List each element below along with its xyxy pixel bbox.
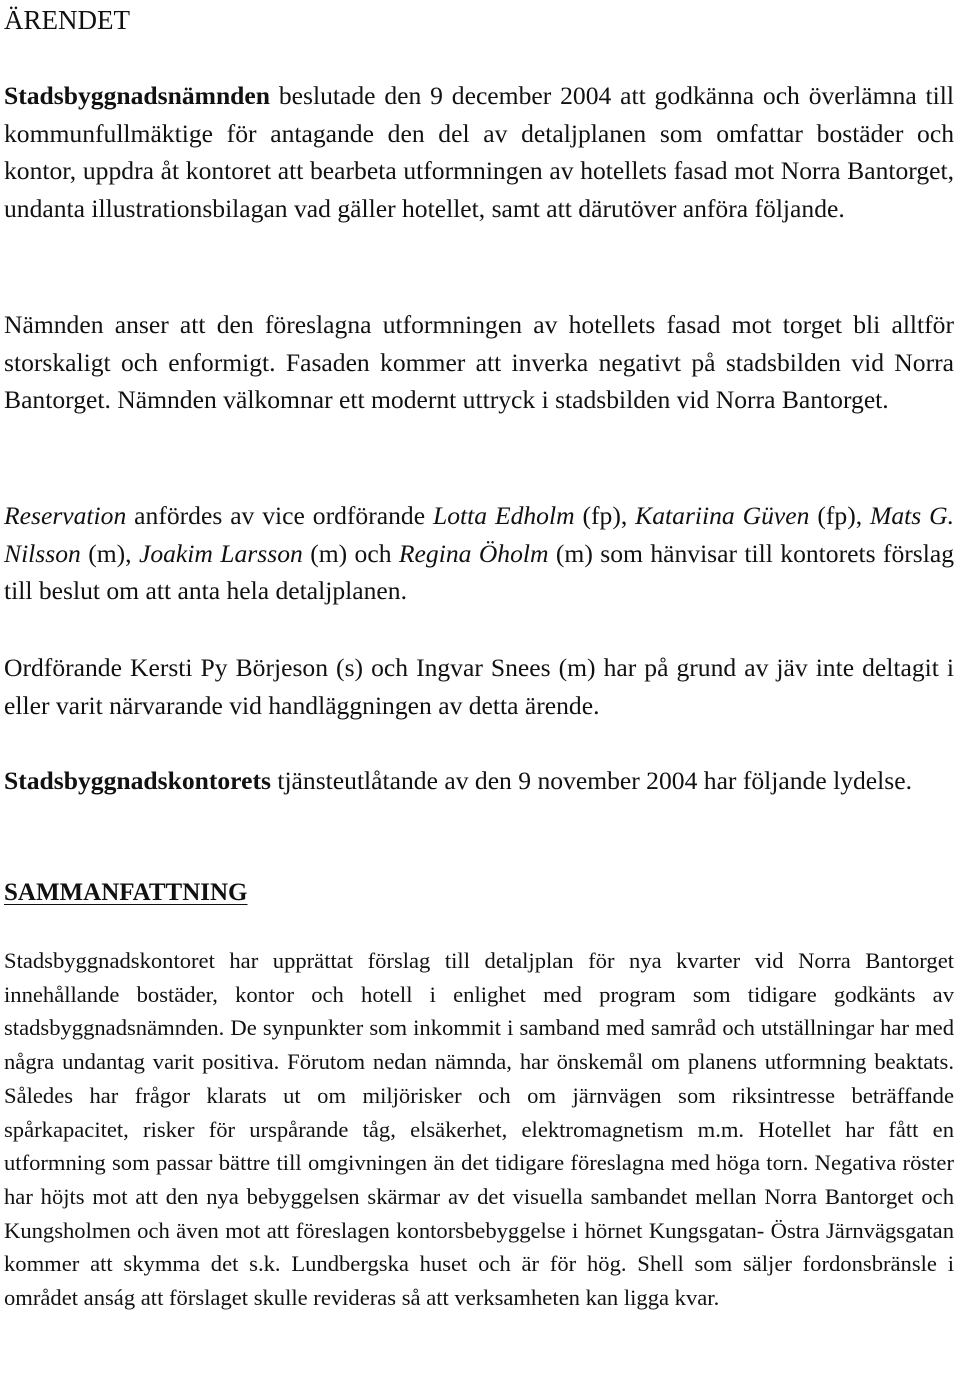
paragraph-text: (m) och: [302, 538, 399, 568]
person-name: Regina Öholm: [398, 538, 549, 568]
person-name: Joakim Larsson: [138, 538, 303, 568]
paragraph-text: tjänsteutlåtande av den 9 november 2004 har följande lydelse.: [270, 766, 912, 795]
paragraph-lead-bold: Stadsbyggnadskontorets: [4, 766, 271, 795]
paragraph-text: (fp),: [809, 501, 871, 530]
paragraph-office-statement: [4, 762, 954, 800]
paragraph-text: Ordförande Kersti Py Börjeson (s) och Ingvar Snees (m) har på grund av jäv inte deltagit i eller varit närvarande vid handläggningen av detta ärende.: [4, 653, 954, 720]
paragraph-text: beslutade den 9 december 2004 att godkänna och överlämna till kommunfullmäktige för antagande den del av detaljplanen som omfattar bostäder och kontor, uppdra åt kontoret att bearbeta utformningen av hotellets fasad mot Norra Bantorget, undanta illustrationsbilagan vad gäller hotellet, samt att därutöver anföra följande.: [4, 81, 954, 223]
paragraph-text: (m),: [80, 538, 139, 568]
person-name: Lotta Edholm: [432, 501, 575, 530]
paragraph-reservation: [4, 497, 954, 610]
paragraph-lead-bold: Stadsbyggnadsnämnden: [4, 81, 271, 110]
paragraph-text: (m) som hänvisar till kontorets förslag till beslut om att anta hela detaljplanen.: [4, 538, 954, 605]
paragraph-summary: [4, 944, 954, 1315]
paragraph-text: (fp),: [574, 501, 636, 530]
person-name: Mats G. Nilsson: [4, 501, 955, 568]
paragraph-text: Stadsbyggnadskontoret har upprättat förslag till detaljplan för nya kvarter vid Norra Bantorget innehållande bostäder, kontor och hotell i enlighet med program som tidigare godkänts av stadsbyggnadsnämnden. De synpunkter som inkommit i samband med samråd och utställningar har med några undantag varit positiva. Förutom nedan nämnda, har önskemål om planens utformning beaktats. Således har frågor klarats ut om miljörisker och om järnvägen som riksintresse beträffande spårkapacitet, risker för urspårande tåg, elsäkerhet, elektromagnetism m.m. Hotellet har fått en utformning som passar bättre till omgivningen än det tidigare föreslagna med höga torn. Negativa röster har höjts mot att den nya bebyggelsen skärmar av det visuella sambandet mellan Norra Bantorget och Kungsholmen och även mot att föreslagen kontorsbebyggelse i hörnet Kungsgatan- Östra Järnvägsgatan kommer att skymma det s.k. Lundbergska huset och är för hög. Shell som säljer fordonsbränsle i området anság att förslaget skulle revideras så att verksamheten kan ligga kvar.: [4, 948, 954, 1311]
paragraph-text: Nämnden anser att den föreslagna utformningen av hotellets fasad mot torget bli alltför storskaligt och enformigt. Fasaden kommer att inverka negativt på stadsbilden vid Norra Bantorget. Nämnden välkomnar ett modernt uttryck i stadsbilden vid Norra Bantorget.: [4, 310, 954, 414]
person-name: Katariina Güven: [635, 501, 810, 530]
section-heading-arendet: ÄRENDET: [4, 5, 130, 35]
reservation-label: Reservation: [4, 501, 127, 530]
paragraph-decision: [4, 77, 954, 227]
paragraph-text: anfördes av vice ordförande: [126, 501, 433, 530]
paragraph-committee-opinion: [4, 306, 954, 419]
paragraph-disqualification: [4, 649, 954, 724]
section-heading-sammanfattning: SAMMANFATTNING: [4, 879, 248, 906]
